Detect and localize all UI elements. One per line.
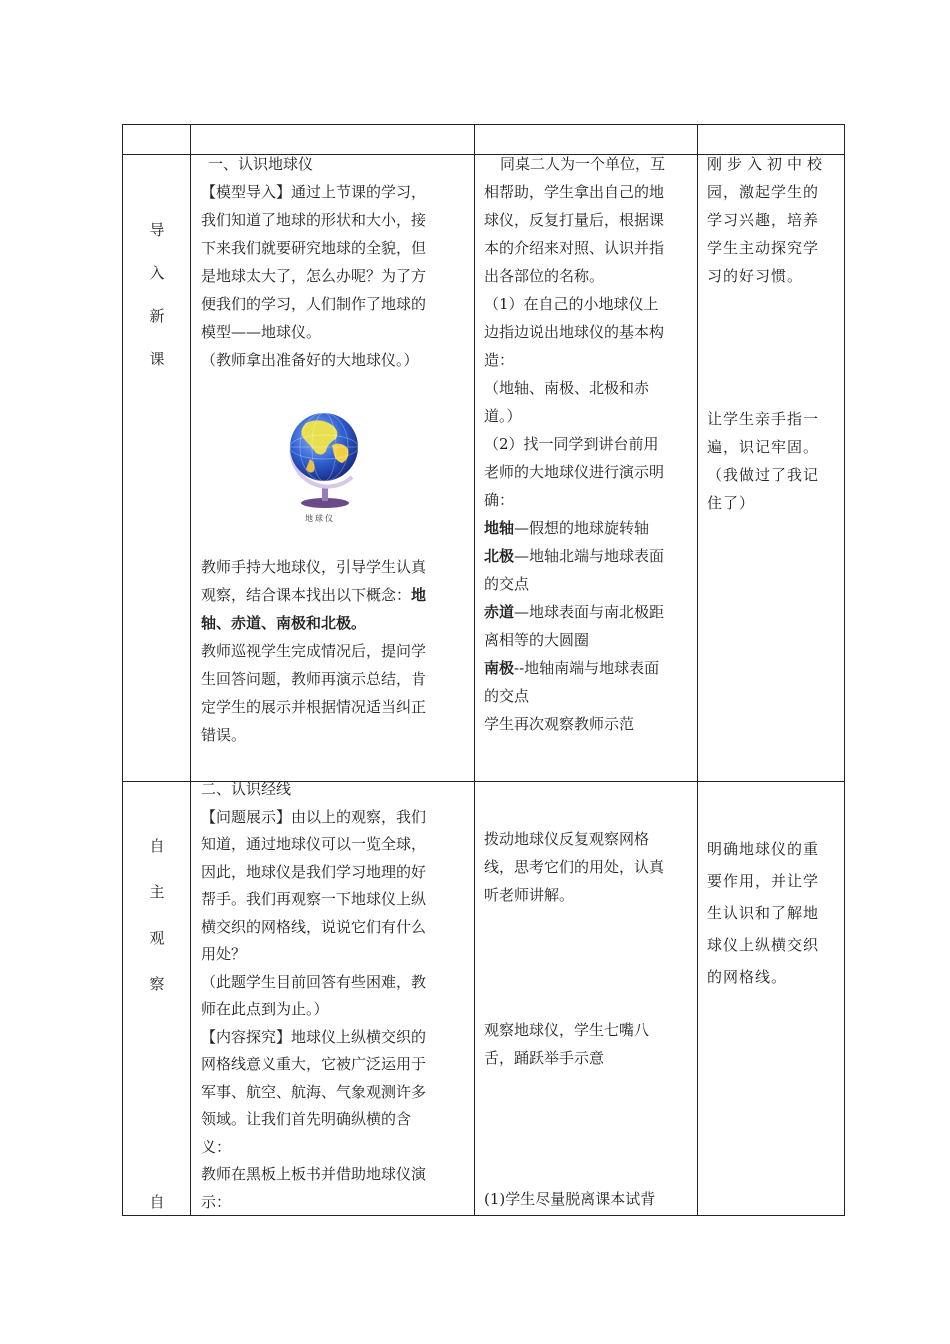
section-heading: 二、认识经线 (201, 780, 292, 798)
text-line: 学习兴趣，培养 (707, 211, 820, 229)
text-line: 住了） (707, 494, 756, 512)
text-line: 生回答问题，教师再演示总结，肯 (201, 670, 427, 688)
text-line: 边指边说出地球仪的基本构 (484, 323, 665, 341)
text-line: 便我们的学习，人们制作了地球的 (201, 295, 427, 313)
text-line: （此题学生目前回答有些困难，教 (201, 972, 427, 991)
text-line: 听老师讲解。 (484, 886, 575, 904)
text-line: 示： (201, 1192, 232, 1211)
text-line: （地轴、南极、北极和赤 (484, 379, 650, 397)
text-line: 错误。 (201, 726, 247, 744)
text-line: 线，思考它们的用处，认真 (484, 858, 665, 876)
stage-char: 观 (149, 929, 165, 947)
definition: 的交点 (484, 575, 530, 593)
text-line: 的网格线。 (707, 968, 788, 986)
text-line: （2）找一同学到讲台前用 (484, 435, 659, 453)
text-line: 我们知道了地球的形状和大小，接 (201, 211, 427, 229)
table-border-top (122, 124, 845, 125)
stage-label-next (123, 1173, 191, 1231)
column-divider-2 (474, 124, 475, 1216)
text-line: 领域。让我们首先明确纵横的含 (201, 1110, 412, 1128)
stage-label-import (123, 201, 191, 388)
text-span: 观察，结合课本找出以下概念： (201, 586, 412, 604)
stage-char: 课 (149, 350, 165, 368)
bold-term: 地 (411, 586, 427, 604)
text-line: (1)学生尽量脱离课本试背 (484, 1190, 656, 1208)
text-line: 生认识和了解地 (707, 904, 820, 922)
text-line: 模型——地球仪。 (201, 323, 322, 341)
table-border-right (844, 124, 845, 1216)
text-line: 师在此点到为止。） (201, 1000, 329, 1018)
definition: —地球表面与南北极距 (514, 603, 665, 621)
text-line: 网格线意义重大，它被广泛运用于 (201, 1055, 427, 1073)
text-line: 园，激起学生的 (707, 183, 820, 201)
section-heading: 一、认识地球仪 (208, 155, 314, 173)
text-line: 要作用，并让学 (707, 872, 820, 890)
text-line: 球仪上纵横交织 (707, 936, 820, 954)
text-line: 教师手持大地球仪，引导学生认真 (201, 558, 427, 576)
student-activity-2a (484, 825, 664, 909)
text-line: 本的介绍来对照、认识并指 (484, 239, 665, 257)
text-line: 遍，识记牢固。 (707, 438, 820, 456)
text-line: 【问题展示】由以上的观察，我们 (201, 807, 427, 826)
text-line: 确： (484, 491, 515, 509)
text-line: 学生主动探究学 (707, 239, 820, 257)
text-line: 因此，地球仪是我们学习地理的好 (201, 862, 427, 881)
text-line: 用处？ (201, 945, 247, 963)
term: 赤道 (484, 603, 515, 621)
definition: —假想的地球旋转轴 (514, 519, 650, 537)
bold-terms-line: 轴、赤道、南极和北极。 (201, 614, 367, 632)
text-line: 下来我们就要研究地球的全貌，但 (201, 239, 427, 257)
stage-char: 察 (149, 975, 165, 993)
text-line: 舌，踊跃举手示意 (484, 1049, 605, 1067)
text-line: 球仪，反复打量后，根据课 (484, 211, 665, 229)
student-activity-1 (484, 150, 665, 738)
term-line (484, 654, 665, 682)
term-line (484, 570, 665, 598)
text-line: （1）在自己的小地球仪上 (484, 295, 659, 313)
globe-caption: 地球仪 (305, 514, 335, 523)
text-line: 让学生亲手指一 (707, 410, 820, 428)
definition: 的交点 (484, 687, 530, 705)
text-line: 定学生的展示并根据情况适当纠正 (201, 698, 427, 716)
term-line (484, 682, 665, 710)
stage-char: 自 (149, 1193, 165, 1211)
text-line: 教师在黑板上板书并借助地球仪演 (201, 1165, 427, 1183)
text-line: 相帮助，学生拿出自己的地 (484, 183, 665, 201)
text-line: 军事、航空、航海、气象观测许多 (201, 1082, 427, 1101)
stage-char: 自 (149, 837, 165, 855)
stage-char: 新 (149, 307, 165, 325)
globe-illustration (280, 405, 370, 514)
text-line: 老师的大地球仪进行演示明 (484, 463, 665, 481)
text-line: 同桌二人为一个单位，互 (500, 155, 666, 173)
stage-char: 主 (149, 883, 165, 901)
definition: —地轴北端与地球表面 (514, 547, 665, 565)
text-line: 知道，通过地球仪可以一览全球， (201, 835, 427, 853)
student-activity-2b (484, 1016, 649, 1072)
text-line: 拨动地球仪反复观察网格 (484, 830, 650, 848)
teacher-activity-1-cont (201, 553, 426, 749)
text-line: 教师巡视学生完成情况后，提问学 (201, 642, 427, 660)
definition: --地轴南端与地球表面 (514, 659, 660, 677)
definition: 学生再次观察教师示范 (484, 715, 635, 733)
text-line: （教师拿出准备好的大地球仪。） (201, 351, 419, 369)
text-line: 是地球太大了，怎么办呢？为了方 (201, 267, 427, 285)
term-line (484, 626, 665, 654)
stage-char: 入 (149, 264, 165, 282)
text-line: （我做过了我记 (707, 466, 820, 484)
design-intent-1b (707, 405, 819, 517)
text-line: 【模型导入】通过上节课的学习， (201, 183, 427, 201)
text-line: 明确地球仪的重 (707, 840, 820, 858)
teacher-activity-1 (201, 150, 426, 374)
globe-icon (280, 405, 370, 510)
text-line: 造： (484, 351, 515, 369)
student-activity-2c (484, 1185, 655, 1213)
term-line (484, 514, 665, 542)
text-line: 横交织的网格线，说说它们有什么 (201, 917, 427, 936)
text-line (201, 581, 426, 609)
text-line: 道。） (484, 407, 522, 425)
definition: 离相等的大圆圈 (484, 631, 590, 649)
term-line (484, 542, 665, 570)
term: 地轴 (484, 519, 515, 537)
text-line: 刚步入初中校 (707, 155, 828, 173)
term: 北极 (484, 547, 515, 565)
text-line: 习的好习惯。 (707, 267, 804, 285)
term-line (484, 598, 665, 626)
column-divider-3 (697, 124, 698, 1216)
term-line (484, 710, 665, 738)
text-line: 【内容探究】地球仪上纵横交织的 (201, 1027, 427, 1046)
term: 南极 (484, 659, 515, 677)
stage-label-observe (123, 816, 191, 1015)
stage-char: 导 (149, 221, 165, 239)
text-line: 义： (201, 1137, 232, 1156)
design-intent-2 (707, 833, 819, 993)
text-line: 出各部位的名称。 (484, 267, 605, 285)
teacher-activity-2 (201, 776, 426, 1216)
text-line: 帮手。我们再观察一下地球仪上纵 (201, 890, 427, 908)
text-line: 观察地球仪，学生七嘴八 (484, 1021, 650, 1039)
design-intent-1 (707, 150, 827, 290)
